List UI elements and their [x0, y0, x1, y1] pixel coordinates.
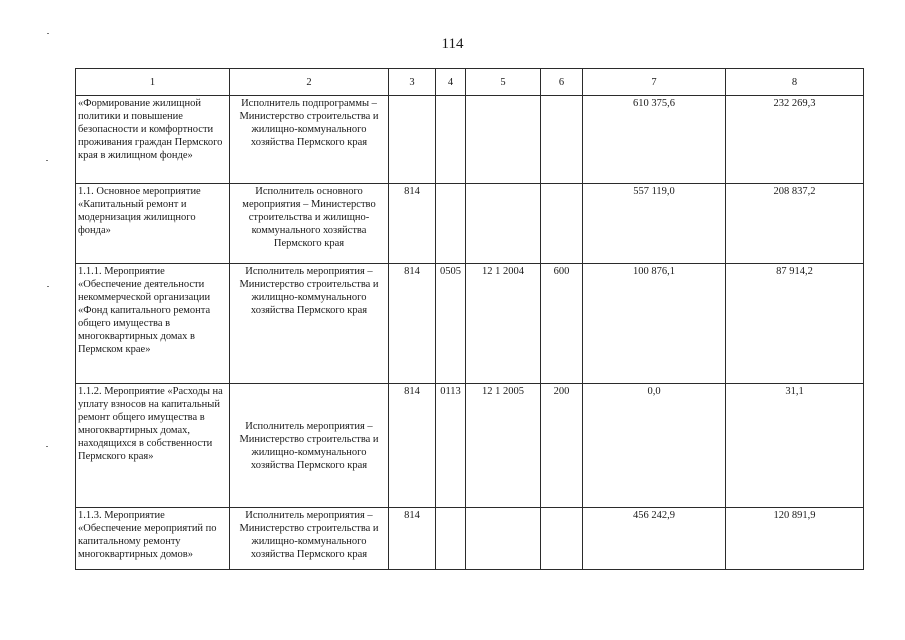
section-code-cell — [436, 508, 466, 570]
executor-cell: Исполнитель мероприятия – Министерство строительства и жилищно-коммунального хозяйства Пермского края — [230, 384, 389, 508]
amount-col7-cell: 557 119,0 — [583, 184, 726, 264]
admin-code-cell: 814 — [389, 508, 436, 570]
program-name-cell: 1.1. Основное мероприятие «Капитальный ремонт и модернизация жилищного фонда» — [76, 184, 230, 264]
program-name-cell: 1.1.1. Мероприятие «Обеспечение деятельности некоммерческой организации «Фонд капитального ремонта общего имущества в многоквартирных домах в Пермском крае» — [76, 264, 230, 384]
table-row — [76, 508, 864, 570]
scan-speck — [47, 286, 49, 287]
scan-speck — [46, 446, 48, 447]
column-header: 7 — [583, 69, 726, 96]
target-article-cell — [466, 96, 541, 184]
table-row — [76, 264, 864, 384]
admin-code-cell: 814 — [389, 184, 436, 264]
section-code-cell: 0505 — [436, 264, 466, 384]
column-header: 4 — [436, 69, 466, 96]
executor-cell: Исполнитель мероприятия – Министерство строительства и жилищно-коммунального хозяйства Пермского края — [230, 264, 389, 384]
section-code-cell — [436, 184, 466, 264]
amount-col8-cell: 232 269,3 — [726, 96, 864, 184]
executor-cell: Исполнитель мероприятия – Министерство строительства и жилищно-коммунального хозяйства Пермского края — [230, 508, 389, 570]
target-article-cell — [466, 184, 541, 264]
column-header: 3 — [389, 69, 436, 96]
expense-type-cell — [541, 96, 583, 184]
amount-col8-cell: 120 891,9 — [726, 508, 864, 570]
amount-col7-cell: 456 242,9 — [583, 508, 726, 570]
table-row — [76, 384, 864, 508]
amount-col8-cell: 87 914,2 — [726, 264, 864, 384]
amount-col8-cell: 208 837,2 — [726, 184, 864, 264]
column-header: 2 — [230, 69, 389, 96]
expense-type-cell — [541, 184, 583, 264]
program-name-cell: «Формирование жилищной политики и повышение безопасности и комфортности проживания граждан Пермского края в жилищном фонде» — [76, 96, 230, 184]
budget-table — [75, 68, 864, 570]
table-row — [76, 96, 864, 184]
table-row — [76, 184, 864, 264]
section-code-cell — [436, 96, 466, 184]
expense-type-cell: 200 — [541, 384, 583, 508]
amount-col7-cell: 0,0 — [583, 384, 726, 508]
amount-col7-cell: 100 876,1 — [583, 264, 726, 384]
expense-type-cell: 600 — [541, 264, 583, 384]
scan-speck — [46, 160, 48, 161]
admin-code-cell: 814 — [389, 264, 436, 384]
column-header: 8 — [726, 69, 864, 96]
executor-cell: Исполнитель основного мероприятия – Министерство строительства и жилищно-коммунального хозяйства Пермского края — [230, 184, 389, 264]
column-header: 6 — [541, 69, 583, 96]
amount-col8-cell: 31,1 — [726, 384, 864, 508]
admin-code-cell — [389, 96, 436, 184]
admin-code-cell: 814 — [389, 384, 436, 508]
column-header: 5 — [466, 69, 541, 96]
section-code-cell: 0113 — [436, 384, 466, 508]
header-row — [76, 69, 864, 96]
expense-type-cell — [541, 508, 583, 570]
page-number: 114 — [441, 36, 464, 52]
amount-col7-cell: 610 375,6 — [583, 96, 726, 184]
column-header: 1 — [76, 69, 230, 96]
target-article-cell — [466, 508, 541, 570]
target-article-cell: 12 1 2004 — [466, 264, 541, 384]
executor-cell: Исполнитель подпрограммы – Министерство строительства и жилищно-коммунального хозяйства Пермского края — [230, 96, 389, 184]
target-article-cell: 12 1 2005 — [466, 384, 541, 508]
scan-speck — [47, 33, 49, 34]
program-name-cell: 1.1.3. Мероприятие «Обеспечение мероприятий по капитальному ремонту многоквартирных домов» — [76, 508, 230, 570]
program-name-cell: 1.1.2. Мероприятие «Расходы на уплату взносов на капитальный ремонт общего имущества в многоквартирных домах, находящихся в собственности Пермского края» — [76, 384, 230, 508]
